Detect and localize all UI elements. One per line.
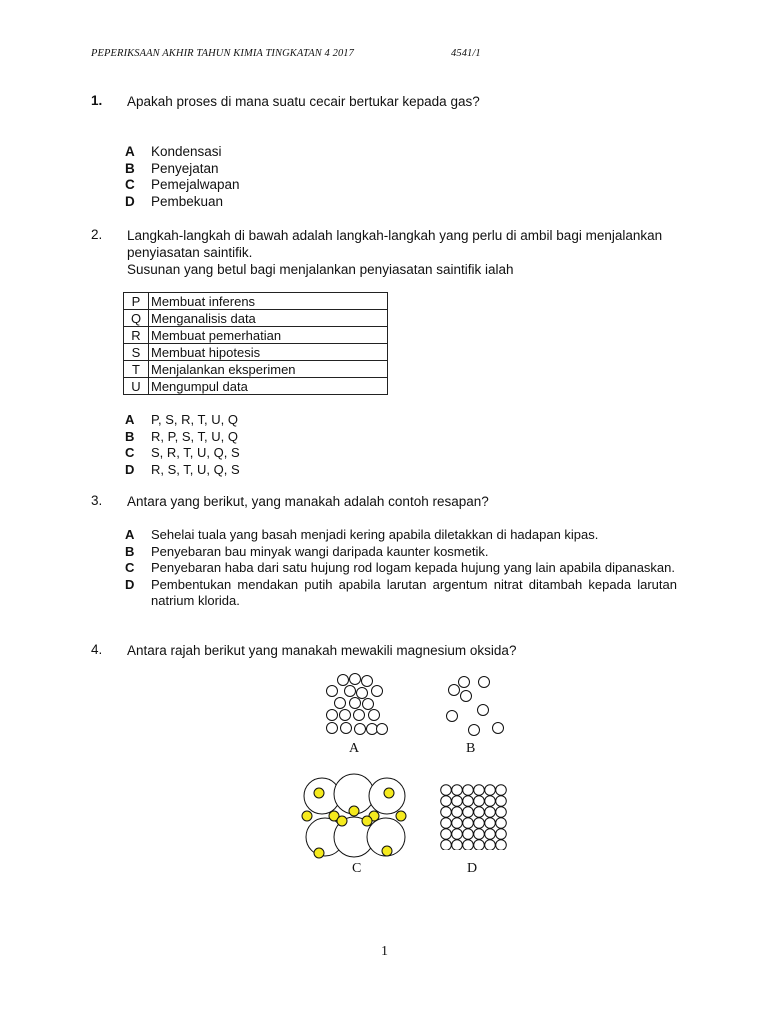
particle	[485, 818, 496, 829]
question-1-options	[125, 144, 240, 210]
question-4-text: Antara rajah berikut yang manakah mewakili magnesium oksida?	[127, 643, 517, 658]
question-3-text: Antara yang berikut, yang manakah adalah contoh resapan?	[127, 494, 489, 509]
particle	[463, 840, 474, 850]
particle	[452, 818, 463, 829]
option-c[interactable]: C Penyebaran haba dari satu hujung rod logam kepada hujung yang lain apabila dipanaskan.	[125, 560, 676, 575]
particle	[485, 785, 496, 796]
paper-code: 4541/1	[451, 48, 481, 59]
particle	[474, 840, 485, 850]
option-a[interactable]: A P, S, R, T, U, Q	[125, 412, 238, 427]
option-d[interactable]: D R, S, T, U, Q, S	[125, 461, 240, 477]
particle	[441, 807, 452, 818]
particle	[474, 818, 485, 829]
particle	[496, 829, 507, 840]
particle	[463, 796, 474, 807]
exam-title: PEPERIKSAAN AKHIR TAHUN KIMIA TINGKATAN 4 2017	[91, 48, 355, 59]
particle	[496, 796, 507, 807]
question-1-number: 1.	[91, 93, 103, 108]
option-d[interactable]: D Pembentukan mendakan putih apabila larutan argentum nitrat ditambah kepada larutan natrium klorida.	[125, 576, 677, 608]
question-1-text: Apakah proses di mana suatu cecair bertukar kepada gas?	[127, 94, 480, 109]
particle	[441, 796, 452, 807]
option-a[interactable]: A Sehelai tuala yang basah menjadi kering apabila diletakkan di hadapan kipas.	[125, 527, 599, 542]
diagram-b-particles	[440, 672, 506, 738]
table-row: S Membuat hipotesis	[124, 344, 388, 361]
option-d[interactable]: D Pembekuan	[125, 193, 224, 209]
particle	[463, 818, 474, 829]
particle	[441, 785, 452, 796]
particle	[474, 829, 485, 840]
particle	[463, 829, 474, 840]
particle	[452, 840, 463, 850]
table-row: T Menjalankan eksperimen	[124, 361, 388, 378]
question-2-number: 2.	[91, 227, 103, 242]
particle	[485, 807, 496, 818]
diagram-c-ionic-lattice	[299, 773, 409, 863]
diagram-b-label: B	[466, 741, 476, 756]
steps-table	[123, 292, 388, 395]
particle	[474, 807, 485, 818]
diagram-d-label: D	[467, 861, 478, 876]
option-b[interactable]: B R, P, S, T, U, Q	[125, 428, 238, 444]
option-b[interactable]: B Penyebaran bau minyak wangi daripada kaunter kosmetik.	[125, 543, 489, 559]
diagram-a-label: A	[349, 741, 360, 756]
page-number: 1	[381, 944, 388, 959]
particle	[474, 796, 485, 807]
option-a[interactable]: A Kondensasi	[125, 144, 222, 159]
particle	[463, 785, 474, 796]
table-row: U Mengumpul data	[124, 378, 388, 395]
question-2-options	[125, 412, 240, 478]
particle	[452, 785, 463, 796]
question-2-text: Langkah-langkah di bawah adalah langkah-langkah yang perlu di ambil bagi menjalankan penyiasatan saintifik. Susunan yang betul bagi menjalankan penyiasatan saintifik ialah	[127, 228, 663, 277]
question-4-number: 4.	[91, 642, 103, 657]
diagram-c-label: C	[352, 861, 362, 876]
particle	[452, 796, 463, 807]
particle	[474, 785, 485, 796]
option-b[interactable]: B Penyejatan	[125, 160, 219, 176]
table-row: P Membuat inferens	[124, 293, 388, 310]
particle	[485, 840, 496, 850]
particle	[452, 807, 463, 818]
diagram-d-particle-grid	[440, 784, 508, 850]
diagram-a-particles	[322, 673, 392, 735]
table-row: R Membuat pemerhatian	[124, 327, 388, 344]
particle	[463, 807, 474, 818]
question-3-number: 3.	[91, 493, 103, 508]
particle	[485, 829, 496, 840]
option-c[interactable]: C Pemejalwapan	[125, 177, 240, 192]
particle	[496, 818, 507, 829]
particle	[496, 807, 507, 818]
particle	[441, 818, 452, 829]
particle	[441, 840, 452, 850]
particle	[452, 829, 463, 840]
option-c[interactable]: C S, R, T, U, Q, S	[125, 445, 240, 460]
particle	[496, 785, 507, 796]
particle	[485, 796, 496, 807]
question-3-options	[125, 527, 677, 610]
particle	[496, 840, 507, 850]
particle	[441, 829, 452, 840]
table-row: Q Menganalisis data	[124, 310, 388, 327]
